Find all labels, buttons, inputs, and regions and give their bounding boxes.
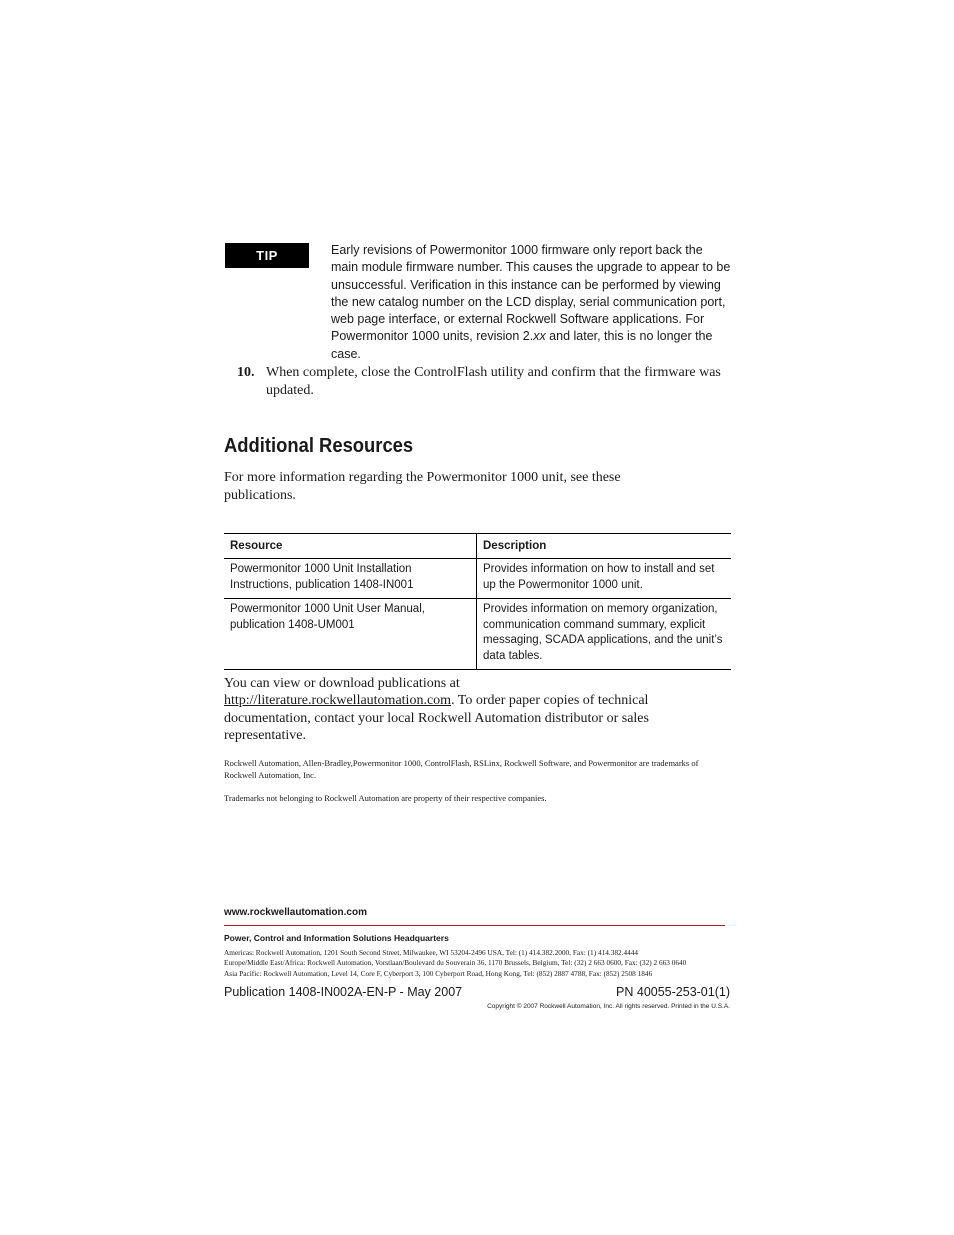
tip-badge: TIP [225, 243, 309, 268]
tip-text: Early revisions of Powermonitor 1000 firmware only report back the main module firmware number. This causes the upgrade to appear to be unsuccessful. Verification in this instance can be performed by viewing the new catalog number on the LCD display, serial communication port, web page interface, or external Rockwell Software applications. For Powermonitor 1000 units, revision 2.xx and later, this is no longer the case. [331, 243, 731, 361]
trademark-notice: Rockwell Automation, Allen-Bradley,Powermonitor 1000, ControlFlash, RSLinx, Rockwell Software, and Powermonitor are trademarks of Rockwell Automation, Inc. [224, 758, 699, 780]
section-intro: For more information regarding the Powermonitor 1000 unit, see these publications. [224, 470, 621, 503]
publication-number: Publication 1408-IN002A-EN-P - May 2007 [224, 985, 463, 999]
footer-divider [224, 925, 725, 926]
address-americas: Americas: Rockwell Automation, 1201 South Second Street, Milwaukee, WI 53204-2496 USA, Tel: (1) 414.382.2000, Fax: (1) 414.382.4444 [224, 948, 639, 957]
step-text: When complete, close the ControlFlash utility and confirm that the firmware was updated. [266, 365, 721, 398]
step-number: 10. [237, 365, 255, 380]
headquarters-title: Power, Control and Information Solutions Headquarters [224, 933, 449, 943]
column-header-resource: Resource [224, 534, 477, 559]
third-party-trademark-notice: Trademarks not belonging to Rockwell Automation are property of their respective companies. [224, 793, 547, 803]
resource-cell: Powermonitor 1000 Unit User Manual, publication 1408-UM001 [224, 599, 477, 670]
website-url: www.rockwellautomation.com [224, 907, 367, 918]
table-row [224, 559, 731, 599]
table-header-row [224, 534, 731, 559]
description-cell: Provides information on memory organization, communication command summary, explicit messaging, SCADA applications, and the unit’s data tables. [483, 603, 723, 662]
order-text: . To order paper copies of technical documentation, contact your local Rockwell Automation distributor or sales representative. [224, 693, 649, 743]
address-asia-pacific: Asia Pacific: Rockwell Automation, Level 14, Core F, Cyberport 3, 100 Cyberport Road, Hong Kong, Tel: (852) 2887 4788, Fax: (852) 2508 1846 [224, 968, 653, 978]
resources-table [224, 533, 731, 670]
download-text: You can view or download publications at [224, 676, 460, 691]
description-cell: Provides information on how to install and set up the Powermonitor 1000 unit. [483, 563, 715, 591]
copyright-notice: Copyright © 2007 Rockwell Automation, Inc. All rights reserved. Printed in the U.S.A. [487, 1003, 730, 1010]
table-row [224, 599, 731, 670]
headquarters-addresses [224, 948, 734, 979]
download-paragraph [224, 675, 704, 744]
address-emea: Europe/Middle East/Africa: Rockwell Automation, Vorstlaan/Boulevard du Souverain 36, 1170 Brussels, Belgium, Tel: (32) 2 663 0600, Fax: (32) 2 663 0640 [224, 958, 687, 968]
column-header-description: Description [483, 540, 547, 552]
literature-link[interactable]: http://literature.rockwellautomation.com [224, 693, 452, 709]
part-number: PN 40055-253-01(1) [616, 985, 730, 999]
resource-cell: Powermonitor 1000 Unit Installation Instructions, publication 1408-IN001 [224, 559, 477, 599]
section-title: Additional Resources [224, 435, 414, 457]
